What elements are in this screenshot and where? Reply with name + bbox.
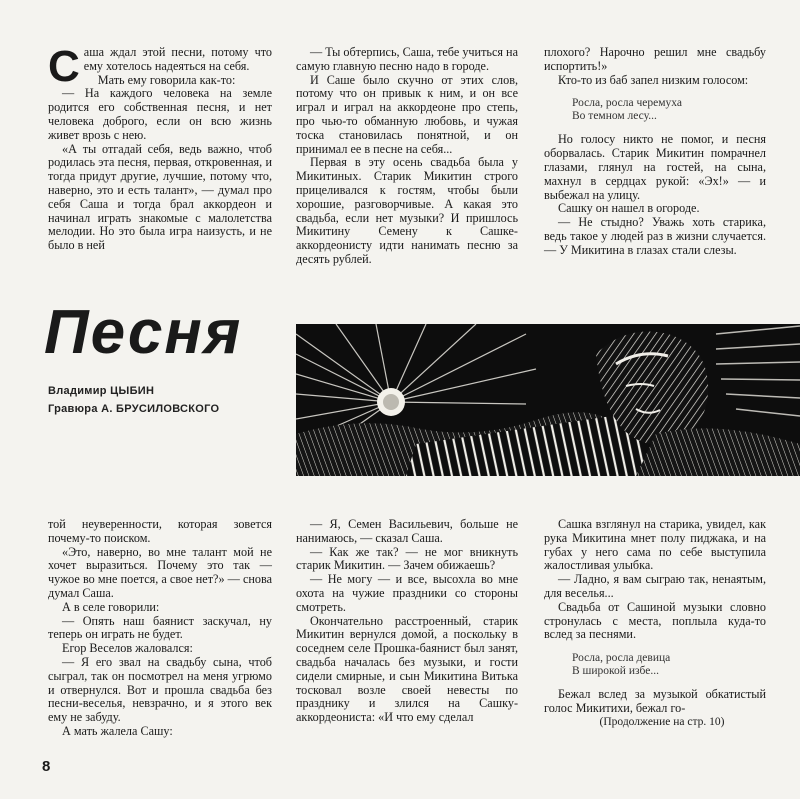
- paragraph: Кто-то из баб запел низким голосом:: [558, 72, 749, 87]
- paragraph: «Это, наверно, во мне талант мой не хочет выразиться. Почему это так — чужое во мне поется, а свое нет?» — снова думал Саша.: [48, 544, 272, 600]
- author-byline: Владимир ЦЫБИН: [48, 385, 155, 397]
- paragraph: Первая в эту осень свадьба была у Микитиных. Старик Микитин строго прицеливался к гостям, чтобы были хорошие, разговорчивые. А какая это свадьба, если нет музыки? И пришлось Микитину Семену к Сашке-аккордеонисту идти нанимать песню за десять рублей.: [296, 155, 518, 266]
- paragraph: — На каждого человека на земле родится его собственная песня, и нет человека доброго, если он всю жизнь живет врозь с нею.: [48, 86, 272, 142]
- top-column-3: [544, 46, 766, 258]
- paragraph: — Не стыдно? Уважь хоть старика, ведь такое у людей раз в жизни случается. — У Микитина в глазах стали слезы.: [544, 215, 766, 257]
- paragraph: А мать жалела Сашу:: [62, 723, 173, 738]
- opening-paragraph: Саша ждал этой песни, потому что ему хотелось надеяться на себя.: [48, 42, 272, 91]
- paragraph: И Саше было скучно от этих слов, потому что он привык к ним, и он все играл и играл на аккордеоне про степь, про чью-то обманную любовь, и чужая тоска становилась понятной, и он принимал ее в песне на себя...: [296, 72, 518, 156]
- bottom-column-1: [48, 518, 272, 739]
- top-column-2: [296, 46, 518, 267]
- paragraph: — Я его звал на свадьбу сына, чтоб сыграл, так он посмотрел на меня угрюмо и отвернулся. Вот и прошла свадьба без песни-веселья, невзрачно, и я этого век ему не забуду.: [48, 654, 272, 725]
- top-column-1: [48, 42, 272, 253]
- continuation-note: (Продолжение на стр. 10): [599, 715, 725, 728]
- drop-cap: С: [48, 42, 80, 91]
- engraving-illustration: [296, 324, 800, 476]
- page-number: 8: [42, 758, 51, 775]
- song-verse: [572, 97, 766, 123]
- paragraph: А в селе говорили:: [62, 599, 160, 614]
- article-title: Песня: [44, 298, 243, 367]
- paragraph: — Я, Семен Васильевич, больше не нанимаюсь, — сказал Саша.: [296, 517, 518, 545]
- verse-line: Росла, росла черемуха: [572, 97, 682, 110]
- paragraph: Бежал вслед за музыкой обкатистый голос Микитихи, бежал го-: [544, 687, 766, 715]
- verse-line: В широкой избе...: [572, 665, 659, 678]
- paragraph: «А ты отгадай себя, ведь важно, чтоб родилась эта песня, первая, откровенная, и тогда придут другие, лучшие, потому что, наверно, это и есть талант», — думал про себя Саша и тогда брал аккордеон и начинал играть знакомые с малолетства мелодии. Но это была игра наизусть, и не было в ней: [48, 141, 272, 253]
- paragraph: Но голосу никто не помог, и песня оборвалась. Старик Микитин помрачнел глазами, глянул на гостей, на сына, махнул в сердцах рукой: «Эх!» — и выбежал на улицу.: [544, 132, 766, 202]
- paragraph: — Опять наш баянист заскучал, ну теперь он играть не будет.: [48, 613, 272, 642]
- paragraph: — Ты обтерпись, Саша, тебе учиться на самую главную песню надо в городе.: [296, 45, 518, 73]
- paragraph: той неуверенности, которая зовется почему-то поиском.: [48, 517, 272, 545]
- paragraph: Сашку он нашел в огороде.: [558, 201, 700, 216]
- song-verse: [572, 652, 766, 678]
- paragraph: Егор Веселов жаловался:: [62, 641, 193, 656]
- paragraph: — Как же так? — не мог вникнуть старик Микитин. — Зачем обижаешь?: [296, 544, 518, 573]
- bottom-column-2: [296, 518, 518, 725]
- paragraph: плохого? Нарочно решил мне свадьбу испортить!»: [544, 45, 766, 73]
- paragraph: Окончательно расстроенный, старик Микитин вернулся домой, а поскольку в соседнем селе Прошка-баянист был занят, свадьба началась без музыки, и гости сидели смирные, и сын Микитина Витька тосковал возле своей невесты по празднику и злился на Сашку-аккордеониста: «И что ему сделал: [296, 613, 518, 725]
- paragraph: Свадьба от Сашиной музыки словно стронулась с места, поплыла куда-то вслед за песнями.: [544, 599, 766, 642]
- bottom-column-3: [544, 518, 766, 730]
- paragraph: — Ладно, я вам сыграю так, ненаятым, для веселья...: [544, 572, 766, 600]
- verse-line: Во темном лесу...: [572, 110, 657, 123]
- paragraph: Сашка взглянул на старика, увидел, как рука Микитина мнет полу пиджака, и на губах у него сама по себе выступила жалостливая улыбка.: [544, 517, 766, 573]
- engraver-byline: Гравюра А. БРУСИЛОВСКОГО: [48, 403, 220, 415]
- paragraph: Мать ему говорила как-то:: [97, 72, 236, 87]
- paragraph: — Не могу — и все, высохла во мне охота на чужие праздники со стороны смотреть.: [296, 572, 518, 614]
- verse-line: Росла, росла девица: [572, 652, 671, 665]
